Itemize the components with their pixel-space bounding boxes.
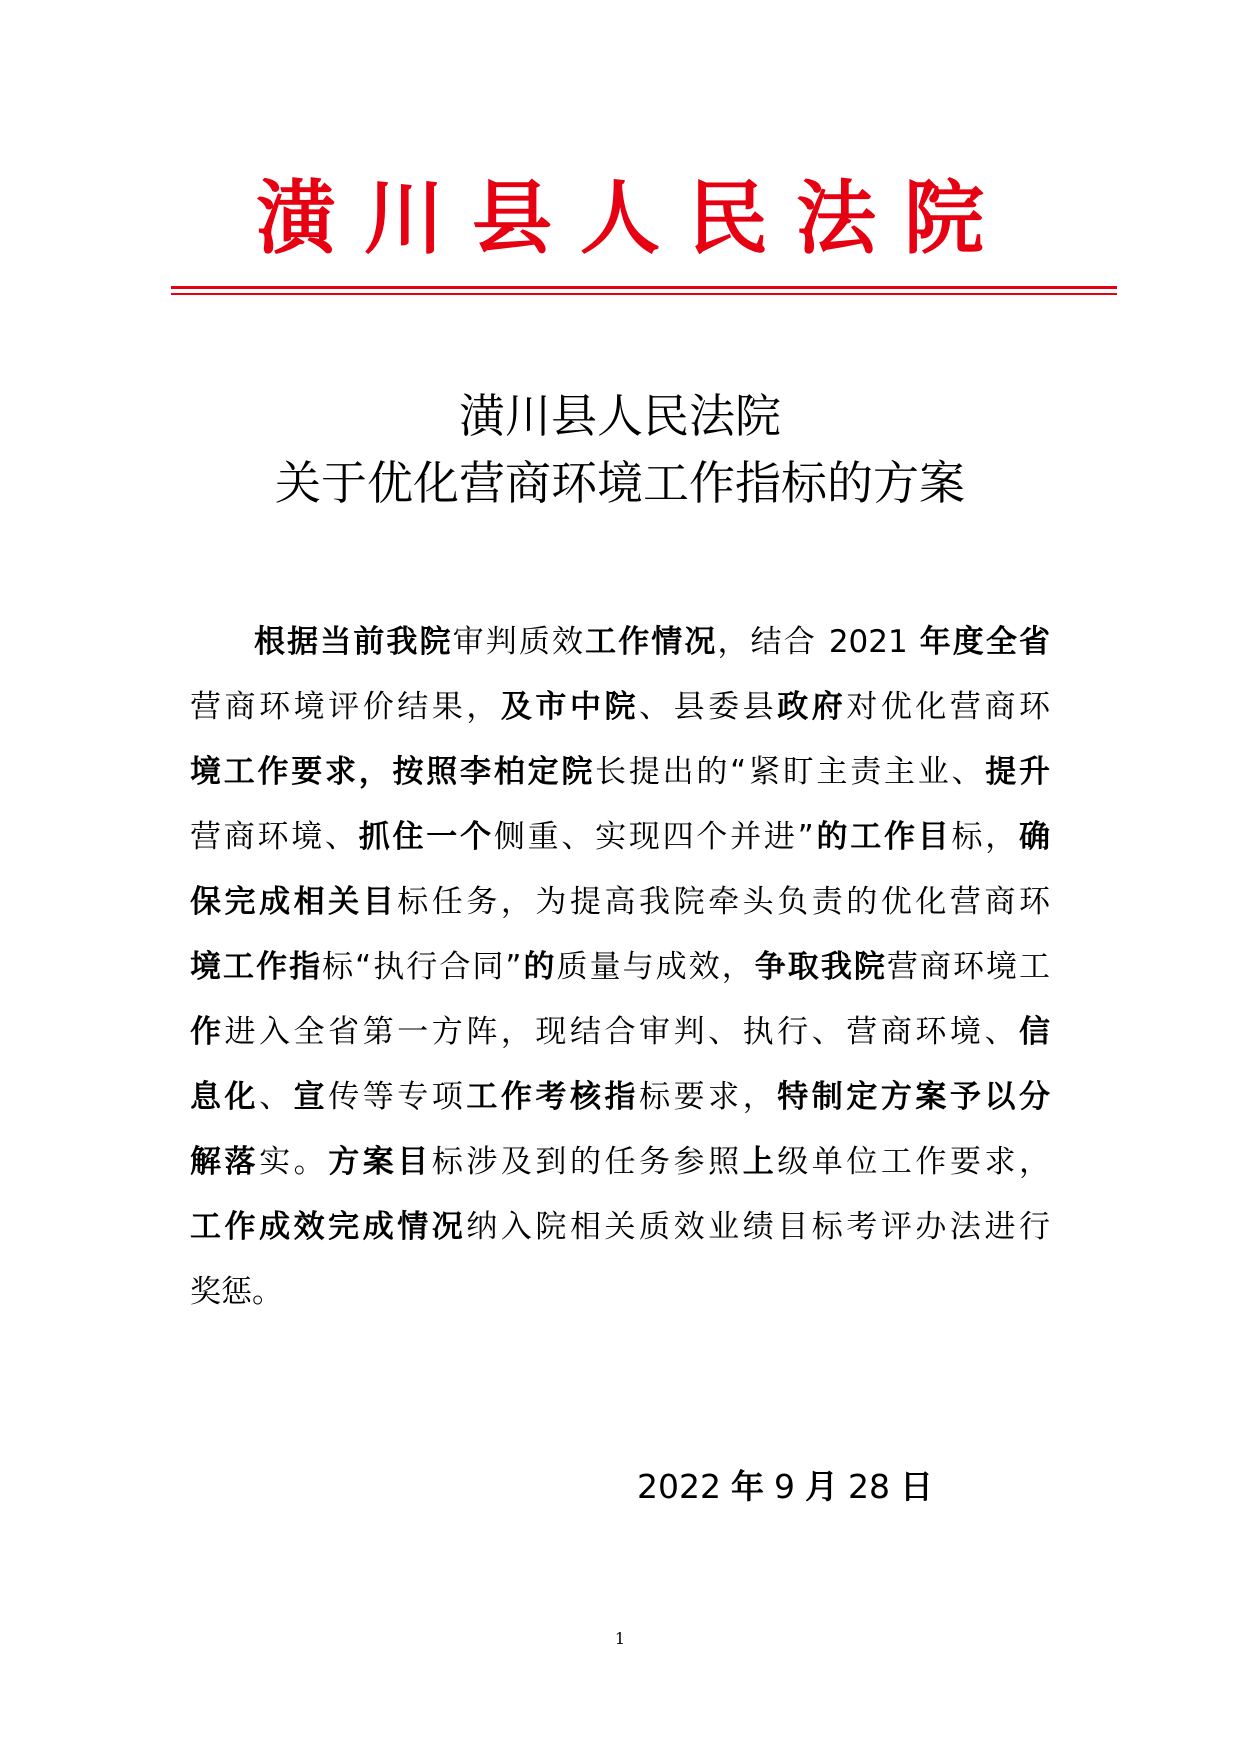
document-title-line-2: 关于优化营商环境工作指标的方案: [275, 456, 965, 510]
body-text-segment: 工作成效完成情况: [190, 1209, 467, 1245]
body-text-segment: 的工作目: [813, 819, 952, 855]
body-text-segment: 传等专项: [328, 1079, 467, 1115]
page-number: 1: [614, 1629, 626, 1648]
body-line: [190, 1065, 1050, 1130]
date-month-char: 月: [804, 1467, 838, 1506]
body-text-segment: 争取我院: [754, 949, 887, 985]
body-text-segment: 长提出的“紧盯主责主业、: [595, 754, 986, 790]
body-text-segment: 信: [1019, 1014, 1050, 1050]
date-day: 28: [847, 1467, 890, 1506]
document-title-line-1: 潢川县人民法院: [459, 389, 781, 443]
body-text-segment: 奖惩。: [190, 1274, 283, 1310]
body-text-segment: 境工作指: [190, 949, 323, 985]
body-line: [190, 740, 1050, 805]
letterhead-red-rule-thin: [171, 293, 1117, 295]
body-line: [190, 1130, 1050, 1195]
body-line: [190, 805, 1050, 870]
body-text-segment: 审判质效: [452, 624, 586, 660]
body-text-segment: 息化: [190, 1079, 260, 1115]
body-text-segment: 标要求，: [639, 1079, 778, 1115]
body-text-segment: 对优化营商环: [846, 689, 1050, 725]
body-text-segment: 方案目: [328, 1144, 432, 1180]
body-text-segment: 进入全省第一方阵，现结合审判、执行、营商环境、: [224, 1014, 1020, 1050]
date-month: 9: [773, 1467, 795, 1506]
body-text-segment: 标任务，为提高我院牵头负责的优化营商环: [397, 884, 1050, 920]
body-text-segment: 抓住一个: [358, 819, 494, 855]
court-letterhead-title: 潢川县人民法院: [256, 171, 1012, 265]
date-day-char: 日: [899, 1467, 933, 1506]
body-line: [190, 1260, 1050, 1325]
body-text-segment: 特制定方案予以分: [777, 1079, 1050, 1115]
body-text-segment: 提升: [985, 754, 1050, 790]
body-text-segment: 境工作要求，按照李柏定院: [190, 754, 596, 790]
body-text-segment: 标“执行合同”: [322, 949, 522, 985]
body-line: [190, 1195, 1050, 1260]
body-text-segment: 质量与成效，: [556, 949, 755, 985]
body-text-segment: 实。: [259, 1144, 329, 1180]
date-year-char: 年: [730, 1467, 764, 1506]
body-text-segment: 营商环境、: [190, 819, 359, 855]
letterhead-red-rule-thick: [171, 286, 1117, 289]
body-line: [190, 870, 1050, 935]
body-text-segment: 标涉及到的任务参照: [431, 1144, 743, 1180]
body-text-segment: 纳入院相关质效业绩目标考评办法进行: [466, 1209, 1050, 1245]
body-line: [190, 610, 1050, 675]
body-text-segment: 解落: [190, 1144, 260, 1180]
body-text-segment: 、: [259, 1079, 294, 1115]
body-text-segment: 标，: [951, 819, 1020, 855]
body-text-segment: 作: [190, 1014, 225, 1050]
body-text-segment: 上: [742, 1144, 778, 1180]
body-line: [190, 1000, 1050, 1065]
body-text-segment: 及市中院: [500, 689, 640, 725]
body-text-segment: 工作考核指: [466, 1079, 640, 1115]
body-text-segment: 根据当前我院: [254, 624, 453, 660]
date-year: 2022: [637, 1467, 721, 1506]
body-text-segment: 宣: [293, 1079, 329, 1115]
body-text-segment: 确: [1019, 819, 1050, 855]
body-text-segment: 营商环境工: [886, 949, 1050, 985]
body-text-segment: 侧重、实现四个并进”: [493, 819, 814, 855]
body-paragraph: [190, 610, 1050, 1325]
body-line: [190, 935, 1050, 1000]
document-date: [637, 1462, 933, 1512]
body-text-segment: 营商环境评价结果，: [190, 689, 501, 725]
body-line: [190, 675, 1050, 740]
body-text-segment: 保完成相关目: [190, 884, 398, 920]
body-text-segment: 工作情况: [585, 624, 718, 660]
body-text-segment: 政府: [777, 689, 847, 725]
body-text-segment: 的: [521, 949, 557, 985]
body-text-segment: 年度全省: [919, 624, 1050, 660]
body-text-segment: 级单位工作要求，: [777, 1144, 1050, 1180]
body-text-segment: 、县委县: [639, 689, 778, 725]
body-text-segment: ，结合 2021: [717, 624, 920, 660]
